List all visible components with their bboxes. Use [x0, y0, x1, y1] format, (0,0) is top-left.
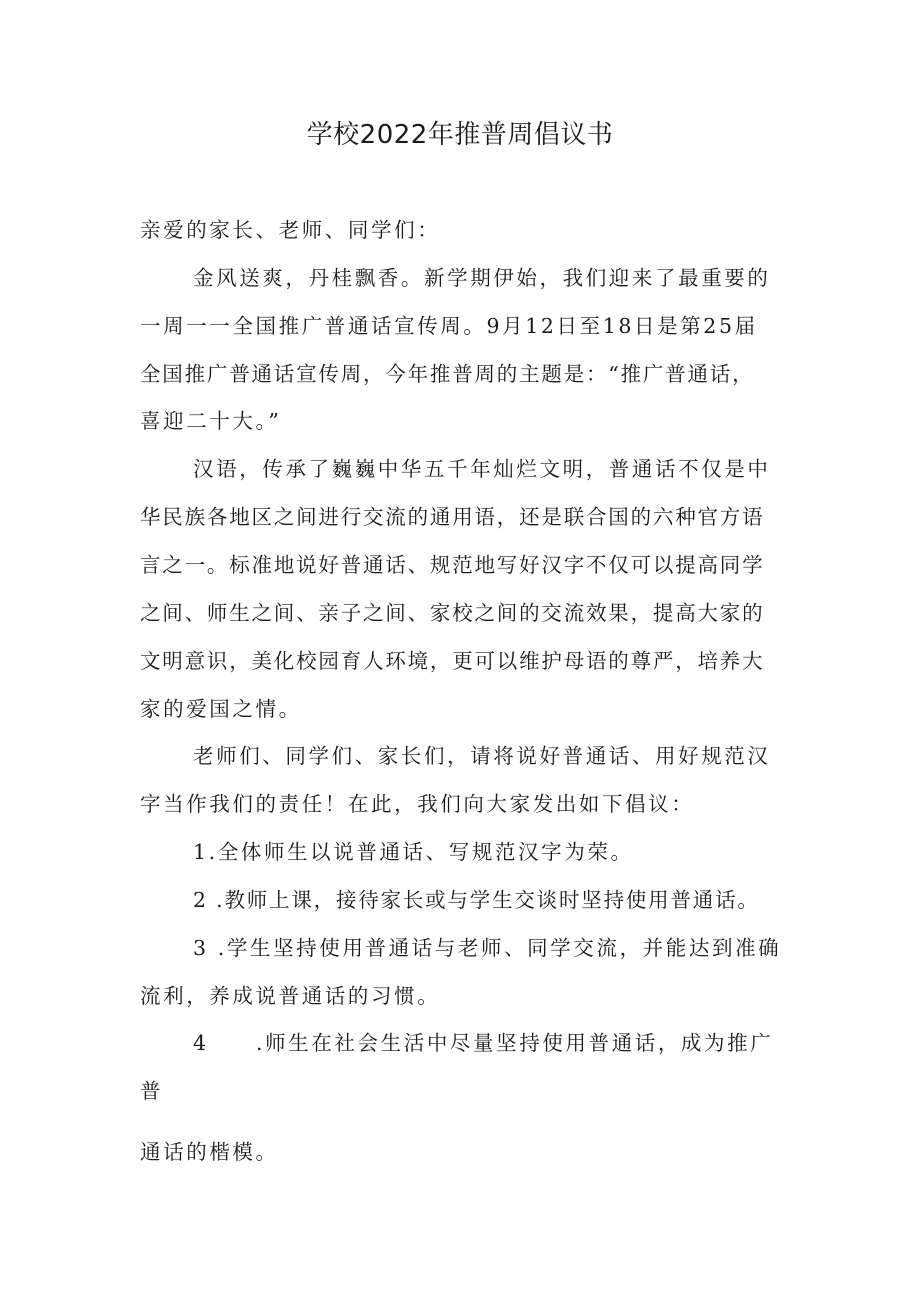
paragraph-2-line: 文明意识，美化校园育人环境，更可以维护母语的尊严，培养大 [140, 649, 765, 673]
proposal-item-2: 2 .教师上课，接待家长或与学生交谈时坚持使用普通话。 [193, 888, 760, 912]
paragraph-1-line: 喜迎二十大。” [140, 409, 282, 433]
proposal-item-4-line: .师生在社会生活中尽量坚持使用普通话，成为推广 [256, 1031, 774, 1055]
paragraph-2-line: 华民族各地区之间进行交流的通用语，还是联合国的六种官方语 [140, 505, 765, 529]
paragraph-3-line: 老师们、同学们、家长们，请将说好普通话、用好规范汉 [193, 744, 771, 768]
paragraph-2-line: 之间、师生之间、亲子之间、家校之间的交流效果，提高大家的 [140, 601, 765, 625]
paragraph-2-line: 家的爱国之情。 [140, 697, 302, 721]
paragraph-1-line: 金风送爽，丹桂飘香。新学期伊始，我们迎来了最重要的 [193, 266, 771, 290]
proposal-item-3-line: 3 .学生坚持使用普通话与老师、同学交流，并能达到准确 [193, 936, 782, 960]
paragraph-3-line: 字当作我们的责任！在此，我们向大家发出如下倡议： [140, 792, 695, 816]
proposal-item-4-line: 普 [140, 1079, 164, 1103]
paragraph-1-line: 一周一一全国推广普通话宣传周。9月12日至18日是第25届 [140, 314, 758, 338]
proposal-item-1: 1.全体师生以说普通话、写规范汉字为荣。 [193, 840, 634, 864]
paragraph-2-line: 汉语，传承了巍巍中华五千年灿烂文明，普通话不仅是中 [193, 457, 771, 481]
paragraph-2-line: 言之一。标准地说好普通话、规范地写好汉字不仅可以提高同学 [140, 553, 765, 577]
document-title: 学校2022年推普周倡议书 [306, 120, 614, 150]
paragraph-1-line: 全国推广普通话宣传周，今年推普周的主题是：“推广普通话， [140, 362, 755, 386]
proposal-item-4-number: 4 [193, 1031, 207, 1055]
salutation: 亲爱的家长、老师、同学们： [140, 218, 441, 242]
proposal-item-4-line: 通话的楷模。 [140, 1140, 279, 1164]
proposal-item-3-line: 流利，养成说普通话的习惯。 [140, 984, 441, 1008]
